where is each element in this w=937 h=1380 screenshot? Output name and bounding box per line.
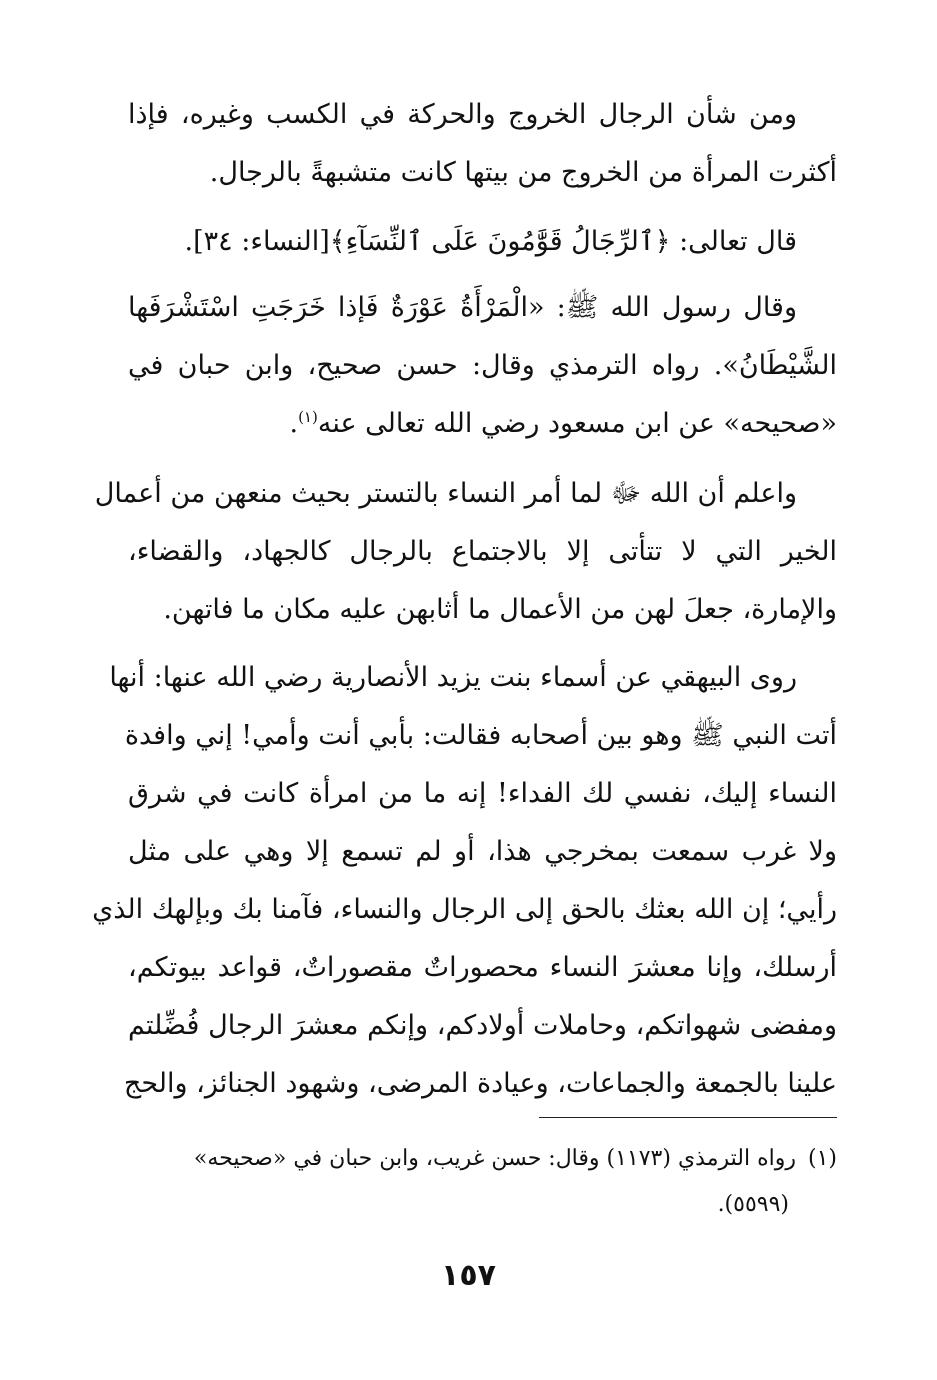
text-line: واعلم أن الله ﷻ لما أمر النساء بالتستر بحيث منعهن من أعمال <box>94 478 797 509</box>
footnote-line: (٥٥٩٩). <box>717 1192 789 1217</box>
text-line: ومفضى شهواتكم، وحاملات أولادكم، وإنكم معشرَ الرجال فُضِّلتم <box>128 1010 837 1041</box>
text-line: والإمارة، جعلَ لهن من الأعمال ما أثابهن عليه مكان ما فاتهن. <box>163 594 837 625</box>
text-line: أكثرت المرأة من الخروج من بيتها كانت متشبهةً بالرجال. <box>209 157 837 188</box>
paragraph-5 <box>92 649 837 1113</box>
page-number: ١٥٧ <box>441 1258 496 1293</box>
text-line: الشَّيْطَانُ». رواه الترمذي وقال: حسن صحيح، وابن حبان في <box>128 350 837 381</box>
text-line: روى البيهقي عن أسماء بنت يزيد الأنصارية رضي الله عنها: أنها <box>109 662 797 693</box>
footnote-divider <box>539 1117 837 1118</box>
text-line: ومن شأن الرجال الخروج والحركة في الكسب وغيره، فإذا <box>128 99 797 130</box>
footnote-number: (١) <box>807 1146 837 1171</box>
text-line: الخير التي لا تتأتى إلا بالاجتماع بالرجال كالجهاد، والقضاء، <box>128 536 837 567</box>
footnote-line <box>128 1136 837 1182</box>
paragraph-4 <box>94 465 837 639</box>
text-line: رأيي؛ إن الله بعثك بالحق إلى الرجال والنساء، فآمنا بك وبإلهك الذي <box>92 894 837 925</box>
sentence-end: . <box>289 408 299 439</box>
footnote-text: رواه الترمذي (١١٧٣) وقال: حسن غريب، وابن حبان في «صحيحه» <box>193 1146 796 1171</box>
paragraph-hadith <box>128 279 837 453</box>
footnote <box>128 1136 837 1228</box>
text-line: النساء إليك، نفسي لك الفداء! إنه ما من امرأة كانت في شرق <box>128 778 837 809</box>
text-line-content: «صحيحه» عن ابن مسعود رضي الله تعالى عنه <box>317 408 837 439</box>
text-line: ولا غرب سمعت بمخرجي هذا، أو لم تسمع إلا وهي على مثل <box>128 836 837 867</box>
paragraph-quran-verse <box>128 213 837 271</box>
paragraph-1 <box>128 86 837 202</box>
text-line: وقال رسول الله ﷺ: «الْمَرْأَةُ عَوْرَةٌ فَإذا خَرَجَتِ اسْتَشْرَفَها <box>128 292 797 323</box>
text-line: علينا بالجمعة والجماعات، وعيادة المرضى، وشهود الجنائز، والحج <box>123 1068 837 1099</box>
text-line: قال تعالى: ﴿ٱلرِّجَالُ قَوَّٰمُونَ عَلَى ٱلنِّسَآءِ﴾[النساء: ٣٤]. <box>184 226 797 257</box>
text-line: أتت النبي ﷺ وهو بين أصحابه فقالت: بأبي أنت وأمي! إني وافدة <box>124 720 837 751</box>
footnote-marker[interactable]: (١) <box>298 408 318 426</box>
text-line <box>128 395 837 453</box>
text-line: أرسلك، وإنا معشرَ النساء محصوراتٌ مقصوراتٌ، قواعد بيوتكم، <box>128 952 837 983</box>
